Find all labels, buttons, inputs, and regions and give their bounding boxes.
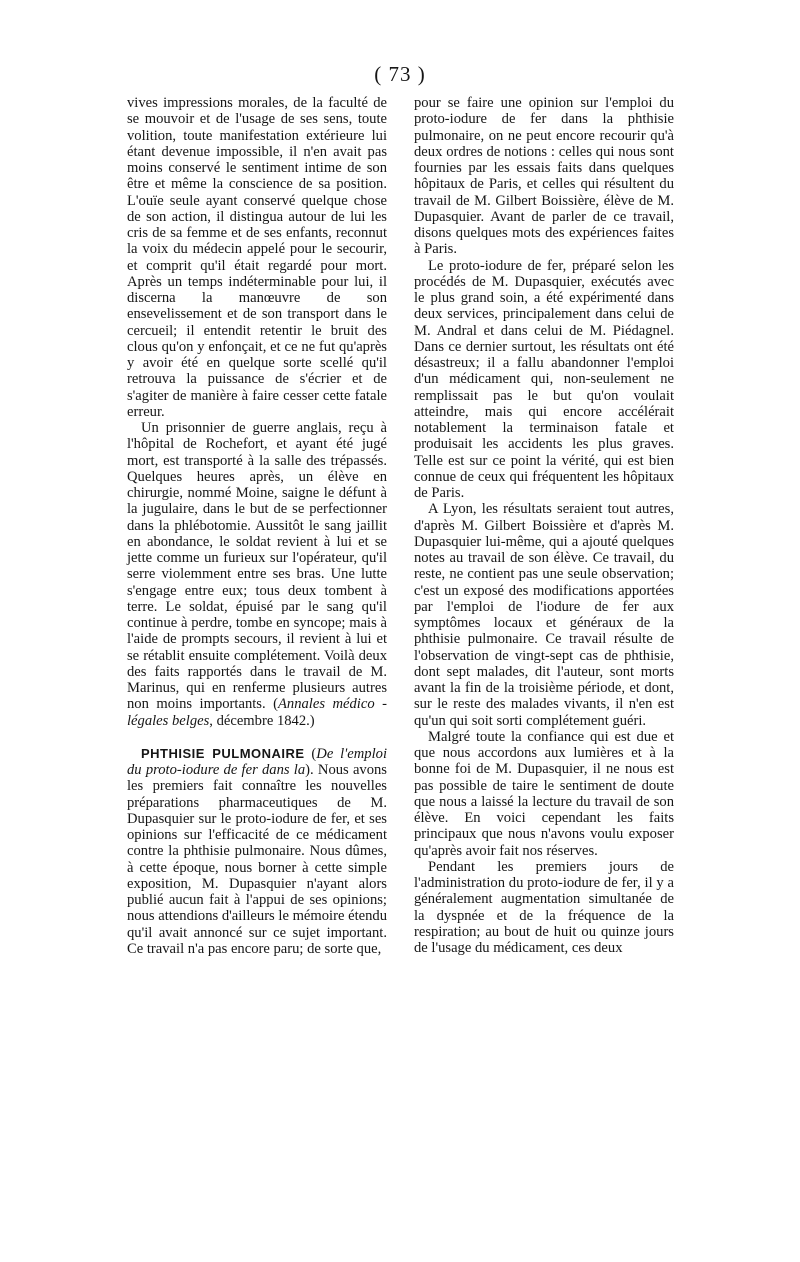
left-paragraph-3 (127, 746, 387, 957)
left-paragraph-2 (127, 420, 387, 729)
section-open-paren: ( (304, 745, 317, 762)
right-paragraph-2: Le proto-iodure de fer, préparé selon les procédés de M. Dupasquier, exécutés avec le plus grand soin, a été expérimenté dans deux services, principalement dans celui de M. Andral et dans celui de M. Piédagnel. Dans ce dernier surtout, les résultats ont été désastreux; il a fallu abandonner l'emploi d'un médicament qui, non-seulement ne remplissait pas le but qu'on voulait atteindre, mais qui encore accélérait notablement la terminaison fatale et produisait les accidents les plus graves. Telle est sur ce point la vérité, qui est bien connue de ceux qui fréquentent les hôpitaux de Paris. (414, 257, 674, 501)
section-close-paren: ). (305, 762, 314, 778)
source-citation: Annales médico - légales belges (127, 696, 387, 729)
right-paragraph-5: Pendant les premiers jours de l'administration du proto-iodure de fer, il y a généralement augmentation simultanée de la dyspnée et de la fréquence de la respiration; au bout de huit ou quinze jours de l'usage du médicament, ces deux (414, 858, 674, 956)
left-paragraph-3-text: Nous avons les premiers fait connaître les nouvelles préparations pharmaceutiques de M. Dupasquier sur le proto-iodure de fer, et ses opinions sur l'efficacité de ce médicament contre la phthisie pulmonaire. Nous dûmes, à cette époque, nous borner à cette simple exposition, M. Dupasquier n'ayant alors publié aucun fait à l'appui de ses opinions; nous attendions d'ailleurs le mémoire étendu qu'il avait annoncé sur ce sujet important. Ce travail n'a pas encore paru; de sorte que, (127, 762, 387, 957)
right-column (414, 95, 674, 956)
page-number: ( 73 ) (374, 62, 426, 86)
right-paragraph-1: pour se faire une opinion sur l'emploi du proto-iodure de fer dans la phthisie pulmonaire, on ne peut encore recourir qu'à deux ordres de notions : celles qui nous sont fournies par les essais faits dans quelques hôpitaux de Paris, et celles qui résultent du travail de M. Gilbert Boissière, élève de M. Dupasquier. Avant de parler de ce travail, disons quelques mots des expériences faites à Paris. (414, 95, 674, 258)
right-paragraph-3: A Lyon, les résultats seraient tout autres, d'après M. Gilbert Boissière et d'après M. Dupasquier lui-même, qui a ajouté quelques notes au travail de son élève. Ce travail, du reste, ne contient pas une seule observation; c'est un exposé des modifications apportées par l'emploi de l'iodure de fer aux symptômes locaux et généraux de la phthisie pulmonaire. Ce travail résulte de l'observation de vingt-sept cas de phthisie, dont sept malades, dit l'auteur, sont morts avant la fin de la troisième période, et dont, sur le reste des malades vivants, il n'en est qu'un qui soit sorti complétement guéri. (414, 501, 674, 729)
left-paragraph-2-text: Un prisonnier de guerre anglais, reçu à l'hôpital de Rochefort, et ayant été jugé mort, est transporté à la salle des trépassés. Quelques heures après, un élève en chirurgie, nommé Moine, saigne le défunt à la jugulaire, dans le but de se perfectionner dans la phlébotomie. Aussitôt le sang jaillit en abondance, le soldat revient à lui et se jette comme un furieux sur l'opérateur, qu'il serre violemment entre ses bras. Une lutte s'engage entre eux; tous deux tombent à terre. Le soldat, épuisé par le sang qu'il continue à perdre, tombe en syncope; mais à l'aide de prompts secours, il revient à lui et se rétablit ensuite complétement. Voilà deux des faits rapportés dans le travail de M. Marinus, qui en renferme plusieurs autres non moins importants. ( (127, 420, 387, 713)
section-title: PHTHISIE PULMONAIRE (141, 745, 305, 761)
left-paragraph-1: vives impressions morales, de la faculté de se mouvoir et de l'usage de ses sens, toute volition, toute manifestation extérieure lui étant devenue impossible, il n'en avait pas moins conservé le sentiment intime de son être et même la conscience de sa position. L'ouïe seule ayant conservé quelque chose de son action, il distingua autour de lui les cris de sa femme et de ses enfants, reconnut la voix du médecin appelé pour le secourir, et comprit qu'il était regardé pour mort. Après un temps indéterminable pour lui, il discerna la manœuvre de son ensevelissement et de son transport dans le cercueil; il entendit retentir le bruit des clous qu'on y enfonçait, et ce ne fut qu'après y avoir été en quelque sorte scellé qu'il retrouva la puissance de s'écrier et de s'agiter de manière à faire cesser cette fatale erreur. (127, 95, 387, 420)
right-paragraph-4: Malgré toute la confiance qui est due et que nous accordons aux lumières et à la bonne foi de M. Dupasquier, il ne nous est pas possible de taire le sentiment de doute que nous a laissé la lecture du travail de son élève. En voici cependant les faits principaux que nous n'avons voulu exposer qu'après avoir fait nos réserves. (414, 728, 674, 859)
source-date: , décembre 1842.) (209, 712, 315, 729)
left-column (127, 95, 387, 957)
section-spacer (127, 729, 387, 746)
section-subtitle: De l'emploi du proto-iodure de fer dans la (127, 745, 387, 778)
